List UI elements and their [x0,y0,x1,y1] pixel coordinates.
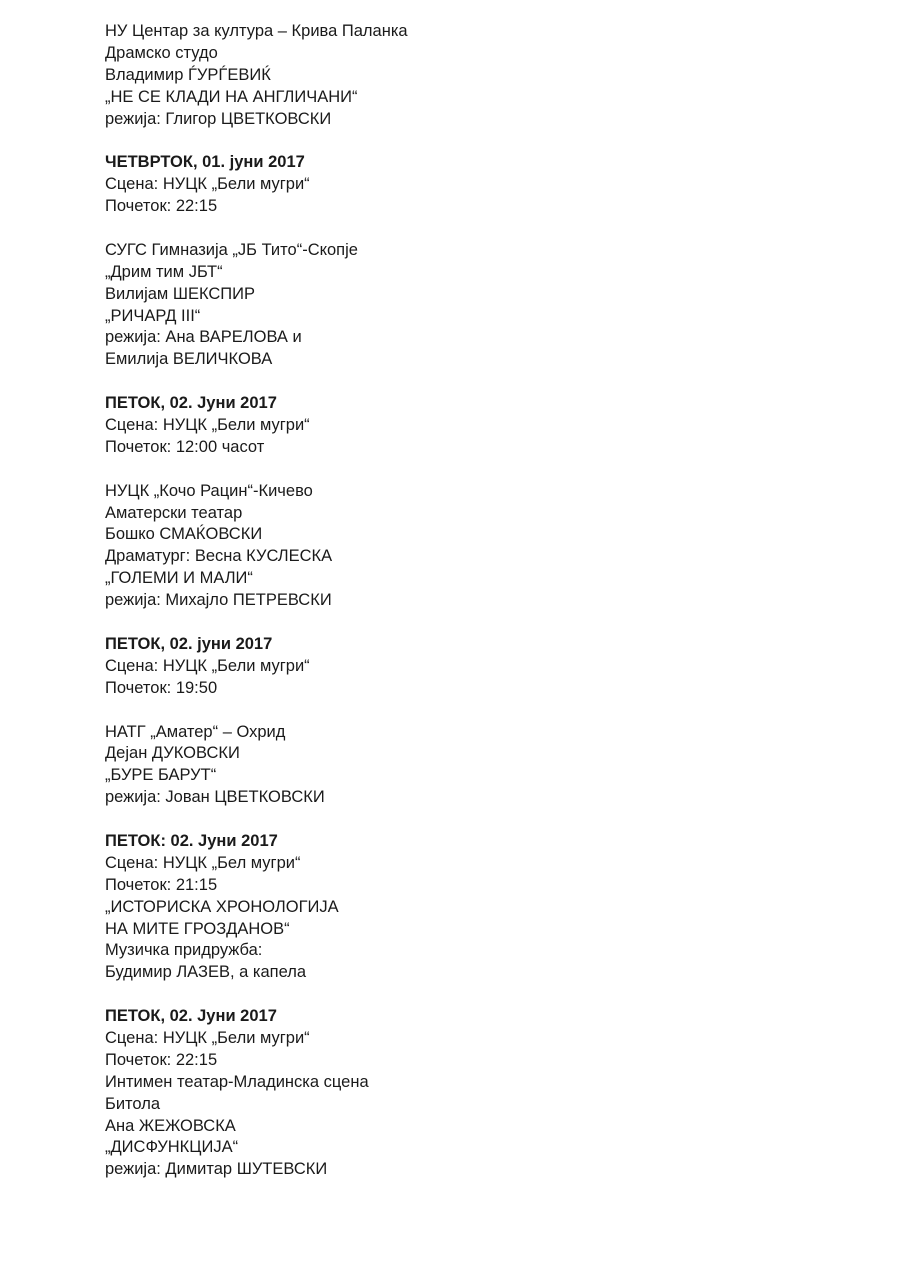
schedule-block [105,1006,865,1181]
stage-line: Сцена: НУЦК „Бели мугри“ [105,656,310,675]
section-spacer [105,218,865,240]
ensemble-line: „Дрим тим ЈБТ“ [105,262,223,281]
dramaturg-line: Драматург: Весна КУСЛЕСКА [105,547,333,566]
play-title-line: „РИЧАРД III“ [105,306,201,325]
author-line: Владимир ЃУРЃЕВИЌ [105,65,271,84]
schedule-block [105,393,865,459]
music-performer-line: Будимир ЛАЗЕВ, а капела [105,963,307,982]
schedule-block [105,634,865,700]
program-document [105,21,865,1181]
section-spacer [105,700,865,722]
start-time-line: Почеток: 22:15 [105,197,218,216]
performance-block [105,240,865,371]
schedule-block [105,831,865,984]
date-heading: ЧЕТВРТОК, 01. јуни 2017 [105,153,305,172]
section-spacer [105,809,865,831]
play-title-line: „ИСТОРИСКА ХРОНОЛОГИЈА [105,897,339,916]
director-line: режија: Димитар ШУТЕВСКИ [105,1160,328,1179]
section-spacer [105,130,865,152]
performance-block [105,481,865,612]
music-label-line: Музичка придружба: [105,941,263,960]
director-line: режија: Јован ЦВЕТКОВСКИ [105,788,325,807]
section-spacer [105,371,865,393]
stage-line: Сцена: НУЦК „Бели мугри“ [105,416,310,435]
date-heading: ПЕТОК, 02. Јуни 2017 [105,394,277,413]
director-line: режија: Михајло ПЕТРЕВСКИ [105,591,332,610]
schedule-block [105,152,865,218]
ensemble-line: Аматерски театар [105,503,243,522]
play-title-line: „БУРЕ БАРУТ“ [105,766,217,785]
start-time-line: Почеток: 12:00 часот [105,437,265,456]
play-title-line: „ГОЛЕМИ И МАЛИ“ [105,569,253,588]
stage-line: Сцена: НУЦК „Бел мугри“ [105,853,301,872]
performance-block [105,722,865,810]
section-spacer [105,459,865,481]
organizer-line: НАТГ „Аматер“ – Охрид [105,722,286,741]
date-heading: ПЕТОК, 02. Јуни 2017 [105,1007,277,1026]
stage-line: Сцена: НУЦК „Бели мугри“ [105,1028,310,1047]
play-title-line: „НЕ СЕ КЛАДИ НА АНГЛИЧАНИ“ [105,87,358,106]
author-line: Вилијам ШЕКСПИР [105,284,256,303]
organizer-line: Интимен театар-Младинска сцена [105,1072,369,1091]
ensemble-line: Драмско студо [105,43,218,62]
section-spacer [105,984,865,1006]
play-title-line-continued: НА МИТЕ ГРОЗДАНОВ“ [105,919,290,938]
play-title-line: „ДИСФУНКЦИЈА“ [105,1138,239,1157]
director-line: режија: Глигор ЦВЕТКОВСКИ [105,109,332,128]
author-line: Ана ЖЕЖОВСКА [105,1116,236,1135]
date-heading: ПЕТОК, 02. јуни 2017 [105,634,273,653]
author-line: Бошко СМАЌОВСКИ [105,525,263,544]
organizer-line: НУЦК „Кочо Рацин“-Кичево [105,481,313,500]
author-line: Дејан ДУКОВСКИ [105,744,240,763]
organizer-line: СУГС Гимназија „ЈБ Тито“-Скопје [105,240,358,259]
start-time-line: Почеток: 21:15 [105,875,218,894]
director-line: режија: Ана ВАРЕЛОВА и [105,328,302,347]
section-spacer [105,612,865,634]
director-line-continued: Емилија ВЕЛИЧКОВА [105,350,273,369]
start-time-line: Почеток: 19:50 [105,678,218,697]
organizer-line: НУ Центар за култура – Крива Паланка [105,22,408,40]
date-heading: ПЕТОК: 02. Јуни 2017 [105,831,278,850]
organizer-city-line: Битола [105,1094,161,1113]
performance-block [105,21,865,130]
start-time-line: Почеток: 22:15 [105,1050,218,1069]
stage-line: Сцена: НУЦК „Бели мугри“ [105,175,310,194]
